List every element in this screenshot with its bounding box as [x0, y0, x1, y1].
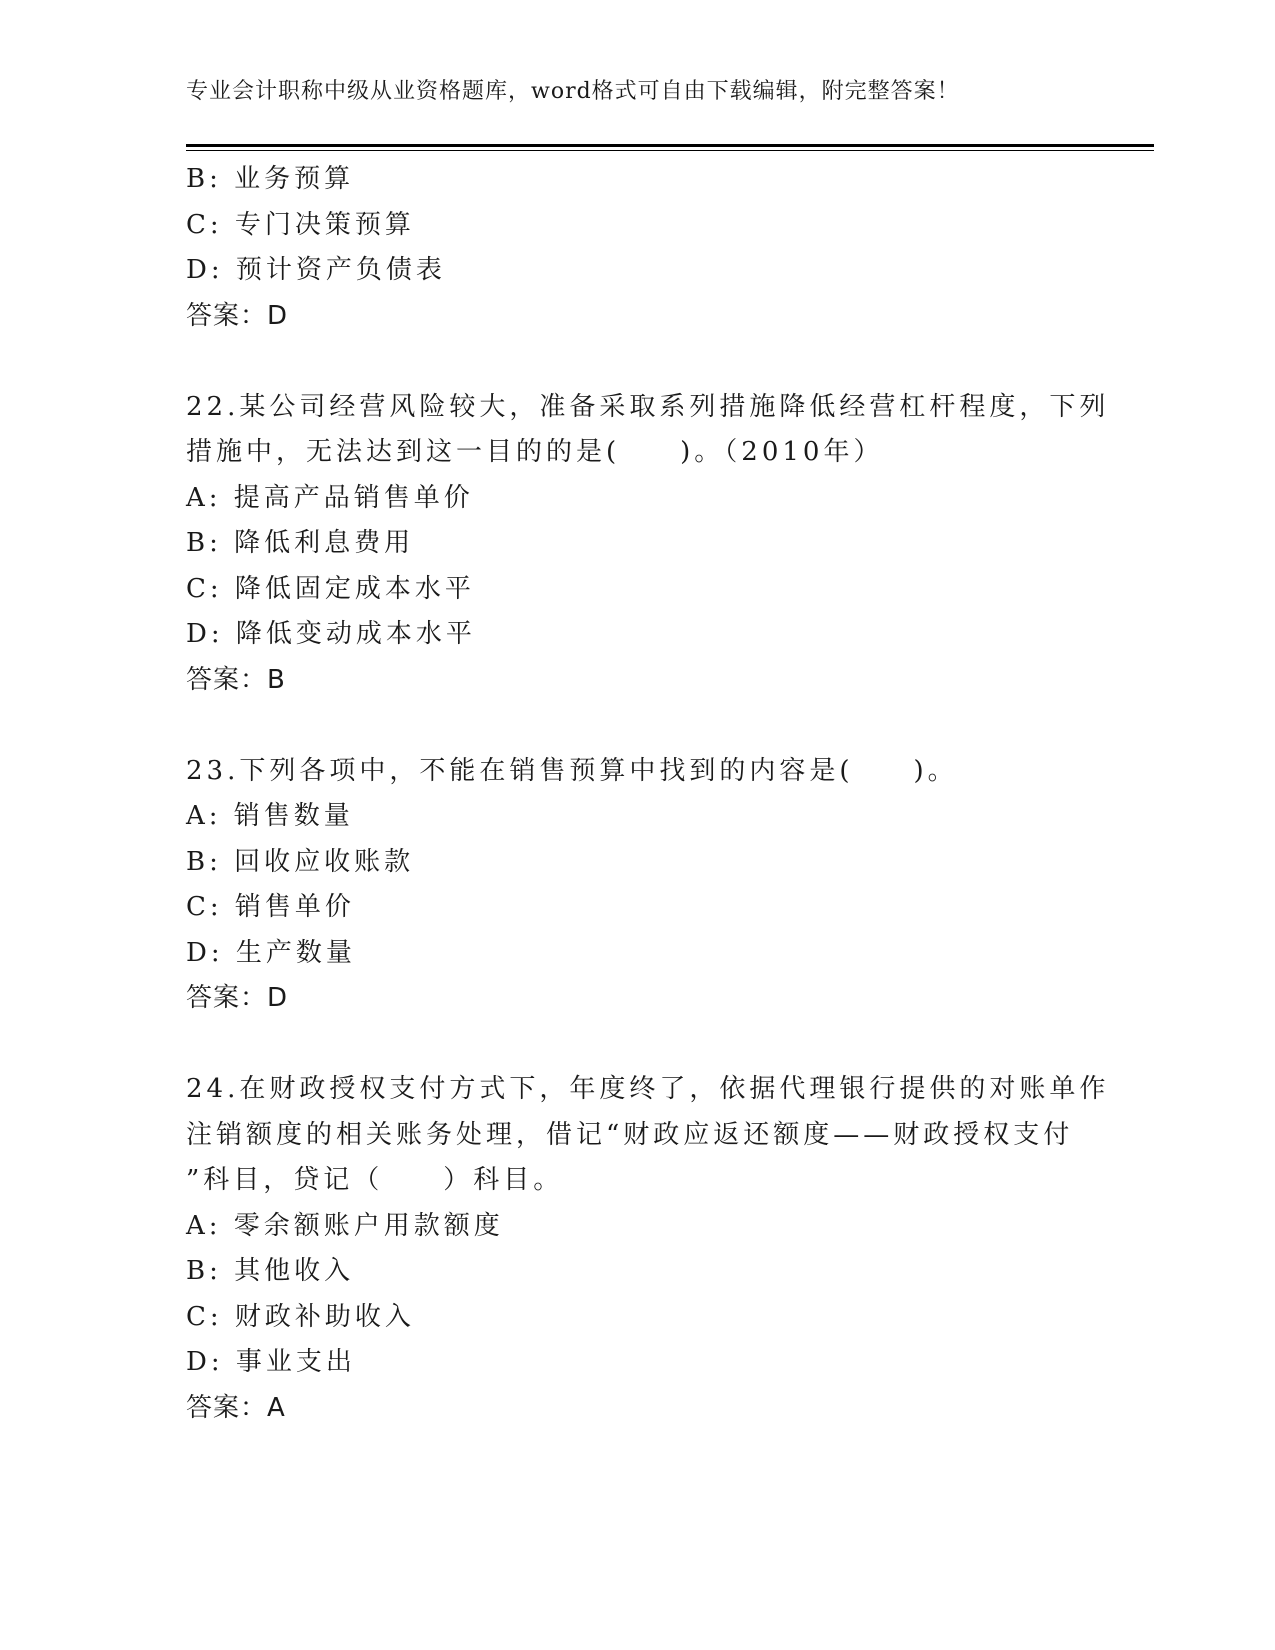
option-b: B: 回收应收账款 — [186, 846, 415, 877]
option-b: B: 其他收入 — [186, 1256, 355, 1286]
option-d: D: 降低变动成本水平 — [186, 619, 476, 649]
page-header: 专业会计职称中级从业资格题库，word格式可自由下载编辑，附完整答案！ — [186, 79, 960, 104]
option-c: C: 降低固定成本水平 — [186, 573, 475, 604]
spacer — [186, 703, 1086, 749]
option-d: D: 生产数量 — [186, 937, 356, 968]
question-stem-line: 23.下列各项中，不能在销售预算中找到的内容是( )。 — [186, 755, 958, 786]
header-rule-thick — [186, 144, 1154, 147]
option-b: B: 业务预算 — [186, 164, 355, 194]
option-a: A: 提高产品销售单价 — [186, 482, 474, 513]
question-content — [186, 157, 1110, 1431]
answer: 答案：D — [186, 300, 289, 331]
option-a: A: 销售数量 — [186, 801, 354, 831]
question-stem-line: 22.某公司经营风险较大，准备采取系列措施降低经营杠杆程度，下列 — [186, 391, 1110, 422]
answer: 答案：B — [186, 664, 286, 695]
option-c: C: 销售单价 — [186, 892, 355, 922]
question-stem-line: 措施中，无法达到这一目的的是( )。（2010年） — [186, 437, 884, 467]
option-c: C: 财政补助收入 — [186, 1301, 415, 1332]
option-a: A: 零余额账户用款额度 — [186, 1210, 504, 1241]
header-rule-thin — [186, 150, 1154, 151]
question-23 — [186, 749, 1086, 1022]
option-d: D: 事业支出 — [186, 1347, 356, 1377]
answer: 答案：D — [186, 983, 289, 1013]
question-stem-line: ”科目，贷记（ ）科目。 — [186, 1165, 564, 1195]
question-stem-line: 注销额度的相关账务处理，借记“财政应返还额度——财政授权支付 — [186, 1119, 1074, 1150]
question-22 — [186, 385, 1110, 704]
option-b: B: 降低利息费用 — [186, 528, 415, 558]
option-c: C: 专门决策预算 — [186, 209, 415, 240]
option-d: D: 预计资产负债表 — [186, 255, 446, 285]
question-21-tail — [186, 157, 1086, 339]
answer: 答案：A — [186, 1392, 286, 1423]
question-stem-line: 24.在财政授权支付方式下，年度终了，依据代理银行提供的对账单作 — [186, 1074, 1110, 1104]
spacer — [186, 1022, 1086, 1068]
question-24 — [186, 1067, 1110, 1431]
spacer — [186, 339, 1086, 385]
